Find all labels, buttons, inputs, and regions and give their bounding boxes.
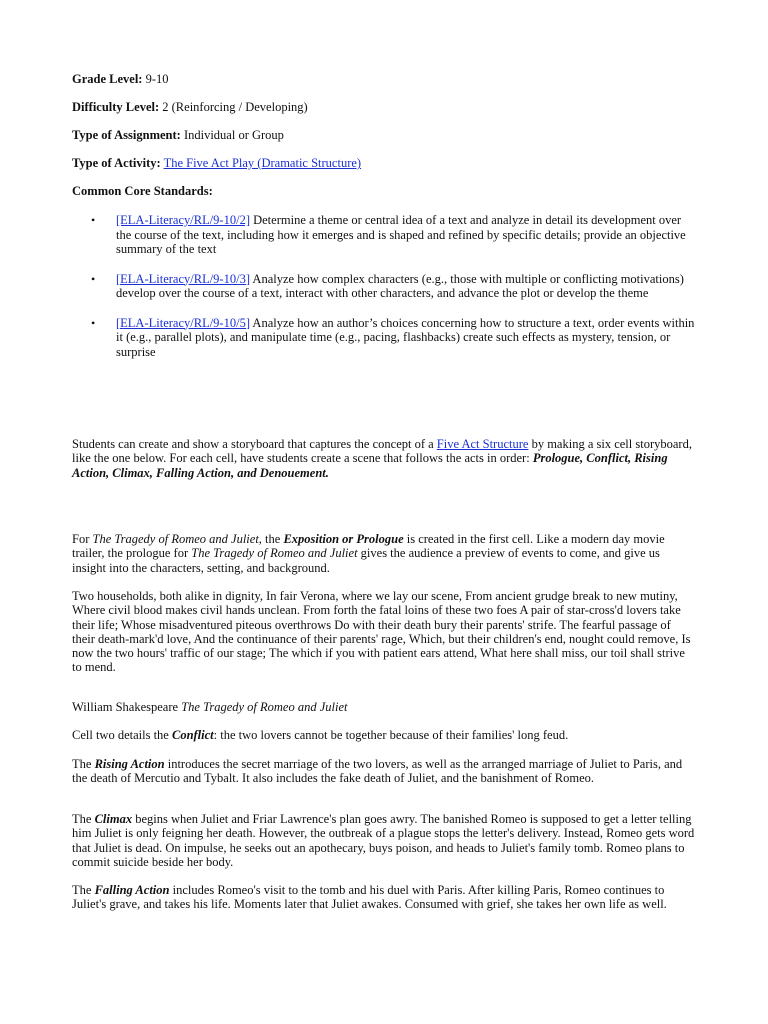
- standards-list: [72, 213, 696, 359]
- bullet-icon: •: [91, 213, 96, 227]
- intro-paragraph: [72, 437, 696, 480]
- falling-text: The: [72, 883, 95, 897]
- play-title: The Tragedy of Romeo and Juliet: [181, 700, 348, 714]
- play-title: The Tragedy of Romeo and Juliet: [191, 546, 358, 561]
- climax-text: The: [72, 812, 95, 826]
- falling-action-term: Falling Action: [94, 883, 170, 897]
- prologue-paragraph: [72, 532, 696, 575]
- intro-text-continued: by making a six cell storyboard, like the one below. For each cell, have students create a scene that follows the acts in order:: [72, 437, 692, 466]
- play-title: The Tragedy of Romeo and Juliet: [92, 532, 259, 546]
- standard-item: [72, 316, 696, 360]
- grade-level-label: Grade Level:: [72, 72, 143, 86]
- five-act-play-link[interactable]: The Five Act Play (Dramatic Structure): [163, 156, 362, 170]
- standard-link-rl-9-10-5[interactable]: [ELA-Literacy/RL/9-10/5]: [116, 315, 250, 330]
- prologue-text: , the: [258, 532, 284, 546]
- quote-text: Two households, both alike in dignity, In fair Verona, where we lay our scene, From ancient grudge break to new mutiny, Where civil blood makes civil hands unclean. From forth the fatal loins of these two foes A pair of star-cross'd lovers take their life; Whose misadventured piteous overthrows Do with their death bury their parents' strife. The fearful passage of their death-mark'd love, And the continuance of their parents' rage, Which, but their children's end, nought could remove, Is now the two hours' traffic of our stage; The which if you with patient ears attend, What here shall miss, our toil shall strive to mend.: [72, 589, 691, 675]
- standard-item: [72, 213, 696, 257]
- conflict-text: : the two lovers cannot be together because of their families' long feud.: [213, 728, 569, 742]
- activity-type-label: Type of Activity:: [72, 156, 161, 170]
- intro-text: Students can create and show a storyboard that captures the concept of a: [72, 437, 437, 451]
- prologue-text: is created in the first cell. Like a modern day movie trailer, the prologue for: [72, 532, 665, 561]
- standard-text: Analyze how an author’s choices concerning how to structure a text, order events within it (e.g., parallel plots), and manipulate time (e.g., pacing, flashbacks) create such effects as mystery, tension, or surprise: [116, 315, 695, 359]
- activity-type-line: [72, 156, 361, 171]
- standard-text: Analyze how complex characters (e.g., those with multiple or conflicting motivations) develop over the course of a text, interact with other characters, and advance the plot or develop the theme: [116, 271, 684, 300]
- rising-action-paragraph: [72, 757, 696, 786]
- rising-text: The: [72, 757, 95, 771]
- difficulty-level-value: 2 (Reinforcing / Developing): [162, 100, 308, 114]
- prologue-text: For: [72, 532, 93, 546]
- rising-text: introduces the secret marriage of the two lovers, as well as the arranged marriage of Juliet to Paris, and the death of Mercutio and Tybalt. It also includes the fake death of Juliet, and the banishment of Romeo.: [72, 757, 683, 786]
- assignment-type-line: [72, 128, 284, 143]
- standard-link-rl-9-10-2[interactable]: [ELA-Literacy/RL/9-10/2]: [116, 213, 250, 227]
- climax-term: Climax: [94, 812, 133, 826]
- attribution: [72, 700, 696, 714]
- five-act-structure-link[interactable]: Five Act Structure: [436, 437, 529, 451]
- standard-text: Determine a theme or central idea of a text and analyze in detail its development over the course of the text, including how it emerges and is shaped and refined by specific details; provide an objective summary of the text: [116, 213, 686, 256]
- prologue-term: Exposition or Prologue: [283, 532, 404, 546]
- standards-heading-text: Common Core Standards:: [72, 184, 213, 198]
- standard-item: [72, 272, 696, 301]
- prologue-quote: [72, 589, 696, 675]
- rising-action-term: Rising Action: [94, 757, 165, 771]
- falling-text: includes Romeo's visit to the tomb and his duel with Paris. After killing Paris, Romeo continues to Juliet's grave, and takes his life. Moments later that Juliet awakes. Consumed with grief, she takes her own life as well.: [72, 883, 667, 912]
- climax-text: begins when Juliet and Friar Lawrence's plan goes awry. The banished Romeo is supposed to get a letter telling him Juliet is only feigning her death. However, the outbreak of a plague stops the letter's delivery. Instead, Romeo gets word that Juliet is dead. On impulse, he seeks out an apothecary, buys poison, and heads to Juliet's family tomb. Romeo plans to commit suicide beside her body.: [72, 812, 695, 869]
- assignment-type-value: Individual or Group: [183, 128, 284, 142]
- author-name: William Shakespeare: [72, 700, 182, 714]
- assignment-type-label: Type of Assignment:: [72, 128, 181, 142]
- conflict-term: Conflict: [171, 728, 214, 742]
- standard-link-rl-9-10-3[interactable]: [ELA-Literacy/RL/9-10/3]: [116, 271, 250, 286]
- standards-heading: [72, 184, 213, 199]
- prologue-text: gives the audience a preview of events to come, and give us insight into the characters, setting, and background.: [72, 546, 660, 575]
- bullet-icon: •: [91, 271, 96, 286]
- conflict-text: Cell two details the: [72, 728, 172, 742]
- difficulty-level-line: [72, 100, 308, 115]
- falling-action-paragraph: [72, 883, 696, 912]
- conflict-paragraph: [72, 728, 696, 742]
- bullet-icon: •: [91, 315, 96, 330]
- climax-paragraph: [72, 812, 696, 869]
- grade-level-value: 9-10: [145, 72, 169, 86]
- difficulty-level-label: Difficulty Level:: [72, 100, 160, 114]
- grade-level-line: [72, 72, 169, 87]
- acts-list: Prologue, Conflict, Rising Action, Climax, Falling Action, and Denouement.: [72, 451, 668, 480]
